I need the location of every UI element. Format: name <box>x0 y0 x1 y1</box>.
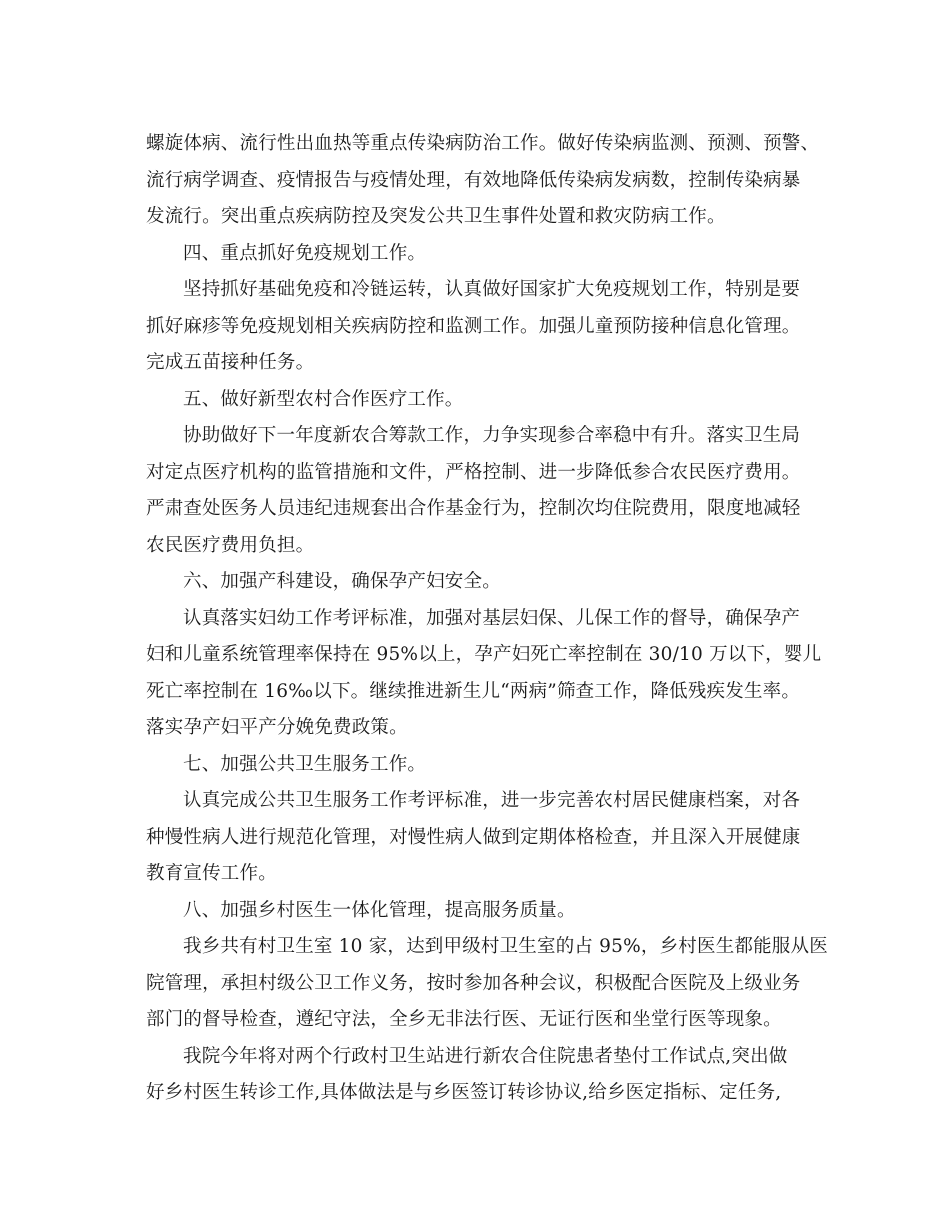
text-line: 落实孕产妇平产分娩免费政策。 <box>146 717 408 738</box>
text-line: 认真完成公共卫生服务工作考评标准，进一步完善农村居民健康档案，对各 <box>183 790 801 811</box>
text-line: 七、加强公共卫生服务工作。 <box>183 753 427 775</box>
text-line: 流行病学调查、疫情报告与疫情处理，有效地降低传染病发病数，控制传染病暴 <box>146 169 801 191</box>
text-line: 六、加强产科建设，确保孕产妇安全。 <box>183 571 501 592</box>
document-body <box>146 126 828 1112</box>
text-line: 妇和儿童系统管理率保持在 95%以上，孕产妇死亡率控制在 30/10 万以下，婴儿 <box>146 644 822 665</box>
text-line: 四、重点抓好免疫规划工作。 <box>183 242 427 264</box>
text-line: 教育宣传工作。 <box>146 863 277 884</box>
text-line: 院管理，承担村级公卫工作义务，按时参加各种会议，积极配合医院及上级业务 <box>146 972 801 994</box>
text-line: 抓好麻疹等免疫规划相关疾病防控和监测工作。加强儿童预防接种信息化管理。 <box>146 315 801 337</box>
text-line: 八、加强乡村医生一体化管理，提高服务质量。 <box>183 899 576 921</box>
text-line: 部门的督导检查，遵纪守法，全乡无非法行医、无证行医和坐堂行医等现象。 <box>146 1009 782 1030</box>
text-line: 协助做好下一年度新农合筹款工作，力争实现参合率稳中有升。落实卫生局 <box>183 425 801 446</box>
text-line: 五、做好新型农村合作医疗工作。 <box>183 388 464 410</box>
text-line: 坚持抓好基础免疫和冷链运转，认真做好国家扩大免疫规划工作，特别是要 <box>183 279 801 300</box>
text-line: 农民医疗费用负担。 <box>146 534 315 556</box>
text-line: 我院今年将对两个行政村卫生站进行新农合住院患者垫付工作试点,突出做 <box>183 1045 788 1067</box>
text-line: 好乡村医生转诊工作,具体做法是与乡医签订转诊协议,给乡医定指标、定任务, <box>146 1082 782 1103</box>
text-line: 完成五苗接种任务。 <box>146 352 315 373</box>
text-line: 死亡率控制在 16‰以下。继续推进新生儿“两病”筛查工作，降低残疾发生率。 <box>146 680 801 702</box>
text-line: 发流行。突出重点疾病防控及突发公共卫生事件处置和救灾防病工作。 <box>146 206 726 227</box>
text-line: 严肃查处医务人员违纪违规套出合作基金行为，控制次均住院费用，限度地减轻 <box>146 498 801 519</box>
text-line: 螺旋体病、流行性出血热等重点传染病防治工作。做好传染病监测、预测、预警、 <box>146 133 820 154</box>
text-line: 对定点医疗机构的监管措施和文件，严格控制、进一步降低参合农民医疗费用。 <box>146 461 801 483</box>
text-line: 种慢性病人进行规范化管理，对慢性病人做到定期体格检查，并且深入开展健康 <box>146 826 801 848</box>
text-line: 我乡共有村卫生室 10 家，达到甲级村卫生室的占 95%，乡村医生都能服从医 <box>183 936 828 957</box>
text-line: 认真落实妇幼工作考评标准，加强对基层妇保、儿保工作的督导，确保孕产 <box>183 607 801 629</box>
